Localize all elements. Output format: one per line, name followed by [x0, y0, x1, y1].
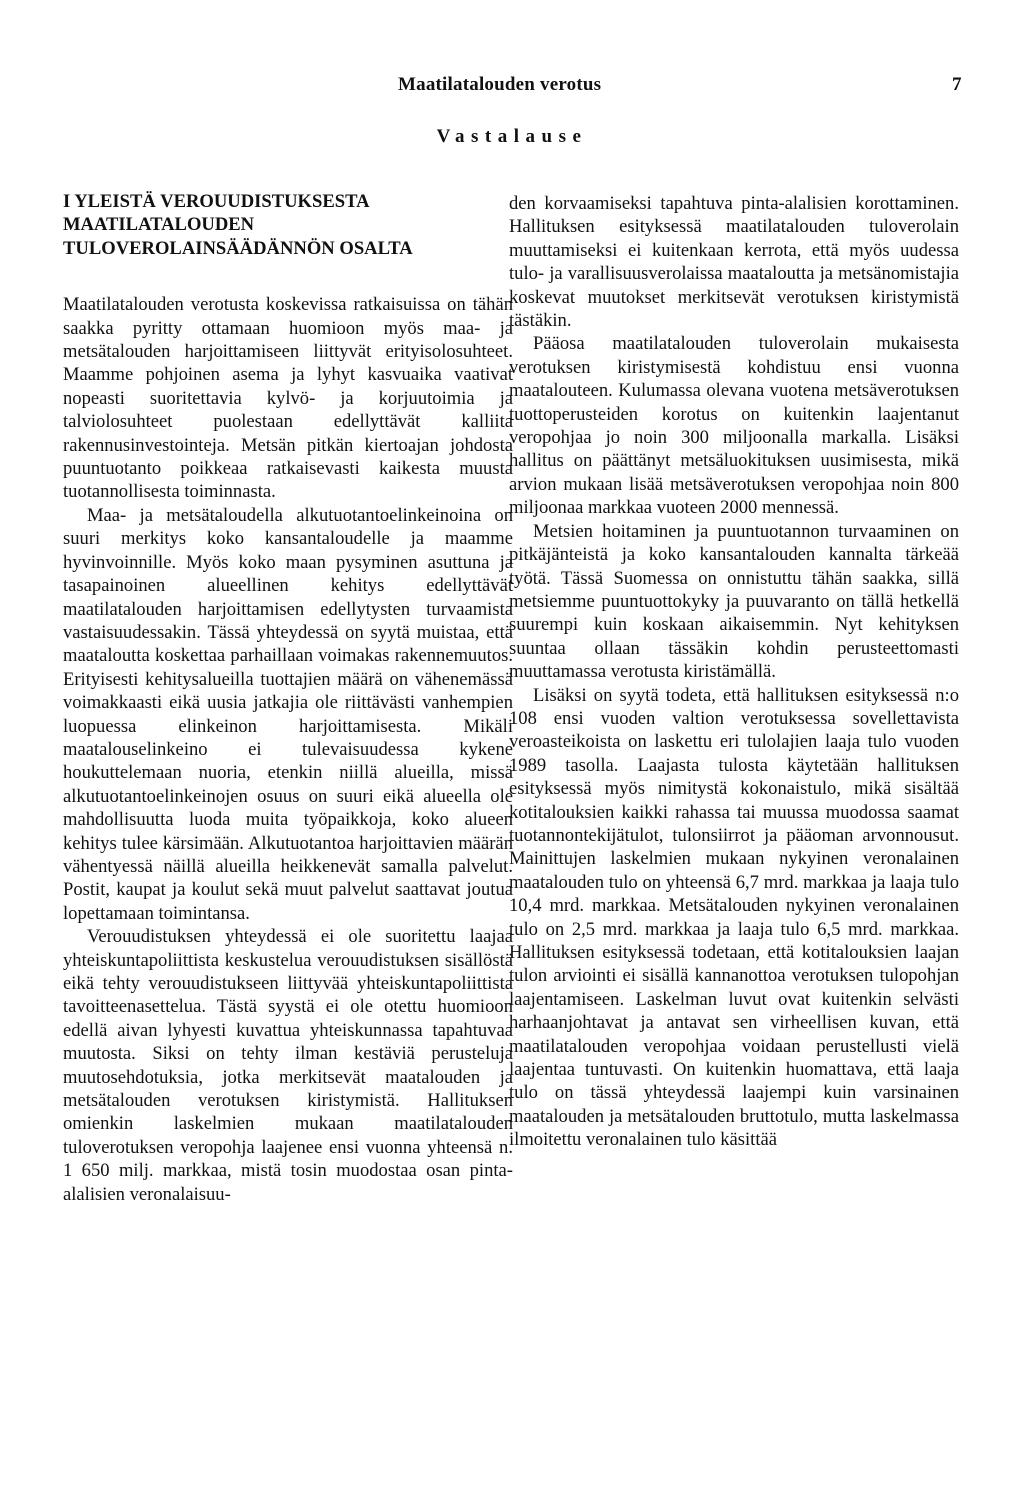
paragraph: Pääosa maatilatalouden tuloverolain mukaisesta verotuksen kiristymisestä kohdistuu ensi vuonna maatalouteen. Kulumassa olevana vuotena metsäverotuksen tuottoperusteiden korotus on kuitenkin laajentanut veropohjaa jo noin 300 miljoonalla markalla. Lisäksi hallitus on päättänyt metsäluokituksen uusimisesta, mikä arvion mukaan lisää metsäverotuksen veropohjaa noin 800 miljoonaa markkaa vuoteen 2000 mennessä. [509, 333, 959, 519]
paragraph: den korvaamiseksi tapahtuva pinta-alalisien korottaminen. Hallituksen esityksessä maatilatalouden tuloverolain muuttamiseksi ei kuitenkaan kerrota, että myös uudessa tulo- ja varallisuusverolaissa maataloutta ja metsänomistajia koskevat muutokset merkitsevät verotuksen kiristymistä tästäkin. [509, 193, 959, 332]
left-column [63, 190, 513, 1206]
paragraph: Maatilatalouden verotusta koskevissa ratkaisuissa on tähän saakka pyritty ottamaan huomioon myös maa- ja metsätalouden harjoittamiseen liittyvät erityisolosuhteet. Maamme pohjoinen asema ja lyhyt kasvuaika vaativat nopeasti suoritettavia kylvö- ja korjuutoimia ja talviolosuhteet puolestaan edellyttävät kalliita rakennusinvestointeja. Metsän pitkän kiertoajan johdosta puuntuotanto poikkeaa ratkaisevasti kaikesta muusta tuotannollisesta toiminnasta. [63, 294, 513, 503]
paragraph: Metsien hoitaminen ja puuntuotannon turvaaminen on pitkäjänteistä ja koko kansantalouden kannalta tärkeää työtä. Tässä Suomessa on onnistuttu tähän saakka, sillä metsiemme puuntuottokyky ja puuvaranto on tällä hetkellä suurempi kuin koskaan aikaisemmin. Nyt kehityksen suuntaa ollaan tässäkin kohdin perusteettomasti muuttamassa verotusta kiristämällä. [509, 520, 959, 683]
paragraph: Maa- ja metsätaloudella alkutuotantoelinkeinoina on suuri merkitys koko kansantaloudelle ja maamme hyvinvoinnille. Myös koko maan pysyminen asuttuna ja tasapainoinen alueellinen kehitys edellyttävät maatilatalouden harjoittamisen edellytysten turvaamista vastaisuudessakin. Tässä yhteydessä on syytä muistaa, että maataloutta koskettaa parhaillaan voimakas rakennemuutos. Erityisesti kehitysalueilla tuottajien määrä on vähenemässä voimakkaasti eikä uusia jatkajia ole riittävästi vanhempien luopuessa elinkeinon harjoittamisesta. Mikäli maatalouselinkeino ei tulevaisuudessa kykene houkuttelemaan nuoria, etenkin niillä alueilla, missä alkutuotantoelinkeinojen osuus on suuri eikä alueella ole mahdollisuutta luoda muita työpaikkoja, koko alueen kehitys tulee kärsimään. Alkutuotantoa harjoittavien määrän vähentyessä näillä alueilla heikkenevät samalla palvelut. Postit, kaupat ja koulut sekä muut palvelut saattavat joutua lopettamaan toimintansa. [63, 504, 513, 924]
page-number: 7 [952, 74, 962, 95]
right-column [509, 192, 959, 1152]
paragraph: Verouudistuksen yhteydessä ei ole suoritettu laajaa yhteiskuntapoliittista keskustelua verouudistuksen sisällöstä eikä tehty verouudistukseen liittyvää yhteiskuntapoliittista tavoitteenasettelua. Tästä syystä ei ole otettu huomioon edellä aivan lyhyesti kuvattua yhteiskunnassa tapahtuvaa muutosta. Siksi on tehty ilman kestäviä perusteluja muutosehdotuksia, jotka merkitsevät maatalouden ja metsätalouden verotuksen kiristymistä. Hallituksen omienkin laskelmien mukaan maatilatalouden tuloverotuksen veropohja laajenee ensi vuonna yhteensä n. 1 650 milj. markkaa, mistä tosin muodostaa osan pinta-alalisien veronalaisuu- [63, 926, 513, 1205]
section-title: Vastalause [436, 126, 588, 147]
chapter-heading: I YLEISTÄ VEROUUDISTUKSESTA MAATILATALOUDEN TULOVEROLAINSÄÄDÄNNÖN OSALTA [63, 191, 413, 259]
running-title: Maatilatalouden verotus [398, 74, 602, 95]
paragraph: Lisäksi on syytä todeta, että hallituksen esityksessä n:o 108 ensi vuoden valtion verotuksessa sovellettavista veroasteikoista on laskettu eri tulolajien laaja tulo vuoden 1989 tasolla. Laajasta tulosta käytetään hallituksen esityksessä myös nimitystä kokonaistulo, mikä sisältää kotitalouksien kaikki rahassa tai muussa muodossa saamat tuotannontekijätulot, tulonsiirrot ja pääoman arvonnousut. Mainittujen laskelmien mukaan nykyinen veronalainen maatalouden tulo on yhteensä 6,7 mrd. markkaa ja laaja tulo 10,4 mrd. markkaa. Metsätalouden nykyinen veronalainen tulo on 2,5 mrd. markkaa ja laaja tulo 6,5 mrd. markkaa. Hallituksen esityksessä todetaan, että kotitalouksien laajan tulon arviointi ei sisällä kannanottoa verotuksen tulopohjan laajentamiseen. Laskelman luvut ovat kuitenkin selvästi harhaanjohtavat ja antavat sen virheellisen kuvan, että maatilatalouden veropohjaa voidaan perustellusti vielä laajentaa tuntuvasti. On kuitenkin huomattava, että laaja tulo on tässä yhteydessä laajempi kuin varsinainen maatalouden ja metsätalouden bruttotulo, mutta laskelmassa ilmoitettu veronalainen tulo käsittää [509, 684, 959, 1151]
